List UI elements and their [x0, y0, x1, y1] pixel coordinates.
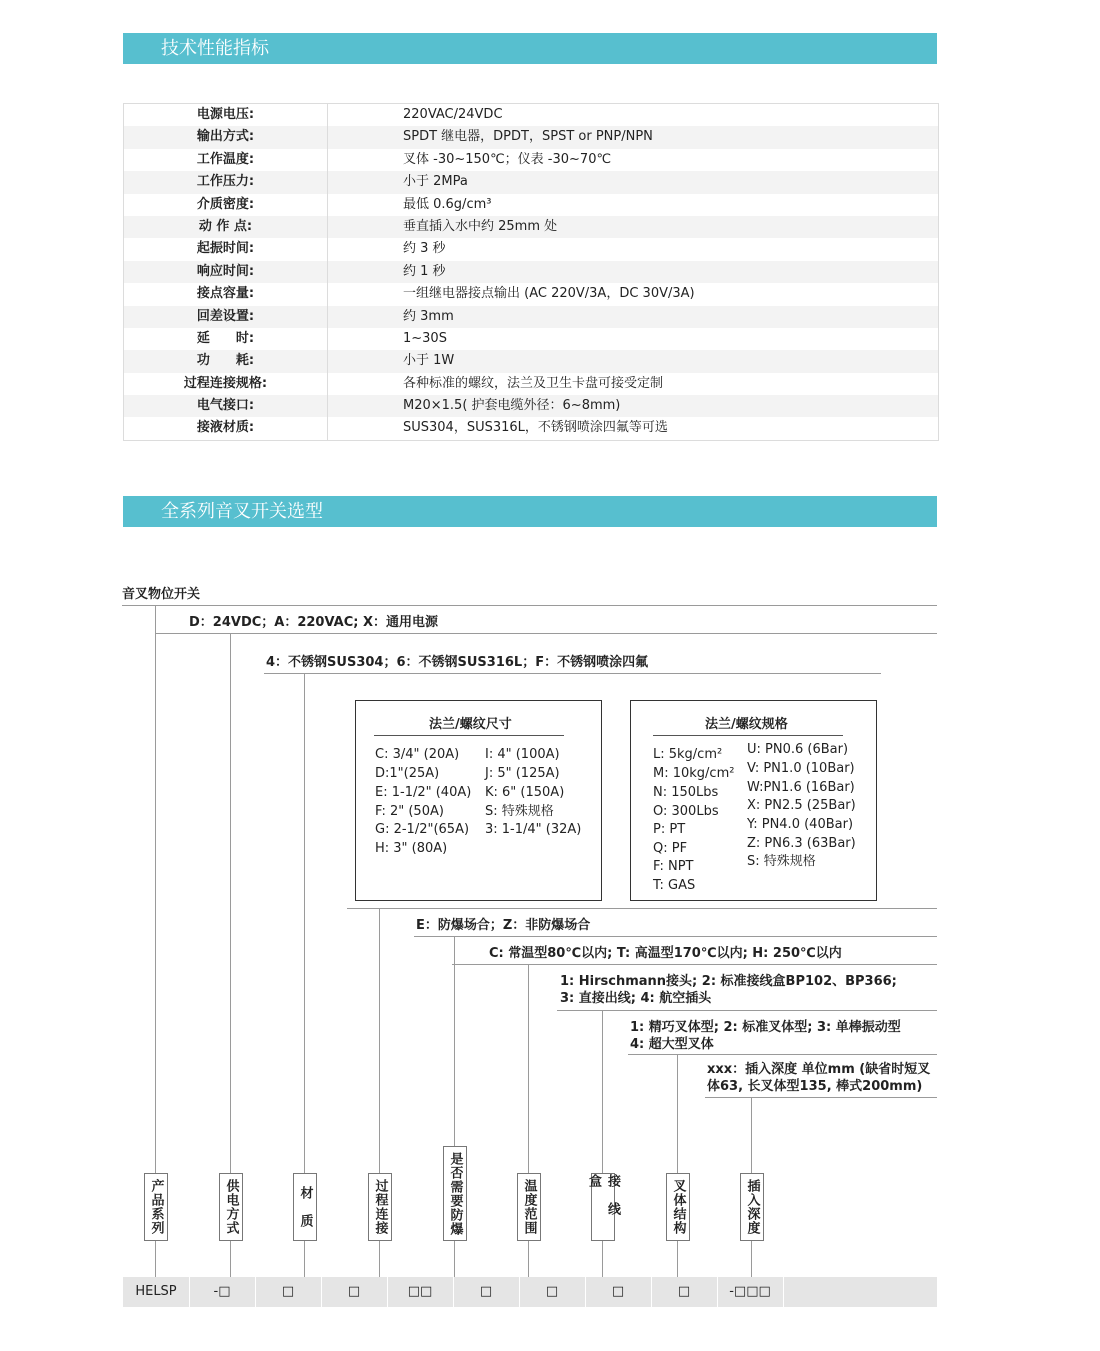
flange-spec-item: F: NPT	[653, 859, 694, 874]
code-cell: □	[585, 1277, 652, 1307]
flange-size-box	[355, 700, 602, 901]
spec-label: 接液材质:	[124, 417, 328, 439]
depth-options-2: 体63, 长叉体型135, 棒式200mm)	[707, 1079, 923, 1094]
flange-size-rule	[374, 735, 564, 736]
spec-table	[123, 103, 939, 441]
spec-value: 小于 1W	[403, 353, 455, 369]
flange-spec-item: U: PN0.6 (6Bar)	[747, 742, 849, 757]
label-junction-box: 接 线 盒	[591, 1173, 615, 1241]
label-fork-structure: 叉体结构	[666, 1173, 690, 1241]
material-rule	[264, 673, 881, 674]
spec-label: 接点容量:	[124, 283, 328, 305]
flange-size-item: K: 6" (150A)	[485, 785, 565, 800]
spec-value: 220VAC/24VDC	[403, 107, 503, 122]
code-cell: HELSP	[123, 1277, 190, 1307]
spec-label: 介质密度:	[124, 194, 328, 216]
tech-section-banner	[123, 33, 937, 64]
spec-label: 输出方式:	[124, 126, 328, 148]
flange-spec-item: X: PN2.5 (25Bar)	[747, 798, 856, 813]
flange-size-item: E: 1-1/2" (40A)	[375, 785, 472, 800]
connector-line	[155, 605, 156, 1173]
table-row	[124, 104, 938, 126]
connector-line	[602, 1241, 603, 1277]
code-cell: □	[453, 1277, 520, 1307]
flange-spec-item: T: GAS	[653, 878, 696, 893]
temp-options: C: 常温型80℃以内; T: 高温型170℃以内; H: 250℃以内	[489, 946, 842, 961]
fork-options-1: 1: 精巧叉体型; 2: 标准叉体型; 3: 单棒振动型	[630, 1020, 901, 1035]
spec-value: SUS304，SUS316L，不锈钢喷涂四氟等可选	[403, 420, 668, 436]
table-row	[124, 126, 938, 148]
spec-label: 工作温度:	[124, 149, 328, 171]
depth-options-1: xxx：插入深度 单位mm (缺省时短叉	[707, 1062, 931, 1077]
spec-value: 约 3 秒	[403, 241, 446, 257]
flange-spec-rule	[653, 735, 843, 736]
connector-line	[304, 673, 305, 1173]
junction-options-2: 3: 直接出线; 4: 航空插头	[560, 991, 712, 1006]
flange-size-item: D:1"(25A)	[375, 766, 440, 781]
connector-line	[379, 908, 380, 1173]
table-row	[124, 149, 938, 171]
connector-line	[230, 1241, 231, 1277]
label-product-series: 产品系列	[144, 1173, 168, 1241]
label-power-supply: 供电方式	[219, 1173, 243, 1241]
diagram-heading: 音叉物位开关	[122, 587, 201, 602]
flange-size-title: 法兰/螺纹尺寸	[429, 717, 512, 732]
flange-spec-item: N: 150Lbs	[653, 785, 719, 800]
connector-line	[528, 1241, 529, 1277]
spec-value: 1~30S	[403, 330, 447, 346]
explosion-rule	[414, 936, 937, 937]
flange-size-item: F: 2" (50A)	[375, 804, 444, 819]
fork-options-2: 4: 超大型叉体	[630, 1037, 714, 1052]
flange-spec-item: Z: PN6.3 (63Bar)	[747, 836, 856, 851]
flange-spec-item: P: PT	[653, 822, 686, 837]
spec-label: 起振时间:	[124, 238, 328, 260]
code-cell: □	[255, 1277, 322, 1307]
spec-value: 叉体 -30~150℃；仪表 -30~70℃	[403, 151, 612, 167]
label-material: 材 质	[293, 1173, 317, 1241]
spec-label: 电源电压:	[124, 104, 328, 126]
fork-rule	[628, 1054, 937, 1055]
flange-spec-title: 法兰/螺纹规格	[705, 717, 788, 732]
connector-line	[677, 1054, 678, 1173]
flange-spec-item: W:PN1.6 (16Bar)	[747, 780, 855, 795]
code-cell: □	[321, 1277, 388, 1307]
label-process-connection: 过程连接	[368, 1173, 392, 1241]
process-rule	[347, 908, 937, 909]
connector-line	[528, 964, 529, 1173]
table-row	[124, 350, 938, 372]
flange-spec-item: V: PN1.0 (10Bar)	[747, 761, 855, 776]
connector-line	[155, 1241, 156, 1277]
table-row	[124, 328, 938, 350]
table-row	[124, 373, 938, 395]
flange-spec-item: M: 10kg/cm²	[653, 766, 735, 781]
spec-label: 回差设置:	[124, 306, 328, 328]
spec-value: SPDT 继电器，DPDT，SPST or PNP/NPN	[403, 129, 653, 145]
connector-line	[379, 1241, 380, 1277]
connector-line	[304, 1241, 305, 1277]
spec-label: 工作压力:	[124, 171, 328, 193]
code-cell: -□	[189, 1277, 256, 1307]
spec-value: 一组继电器接点输出 (AC 220V/3A，DC 30V/3A)	[403, 286, 695, 302]
flange-size-item: 3: 1-1/4" (32A)	[485, 822, 582, 837]
table-row	[124, 216, 938, 238]
table-row	[124, 238, 938, 260]
spec-value: M20×1.5( 护套电缆外径：6~8mm)	[403, 398, 621, 414]
spec-label: 动 作 点:	[124, 216, 328, 238]
spec-label: 功 耗:	[124, 350, 328, 372]
heading-rule	[122, 605, 937, 606]
spec-value: 约 1 秒	[403, 263, 446, 279]
flange-spec-item: Y: PN4.0 (40Bar)	[747, 817, 854, 832]
table-row	[124, 261, 938, 283]
flange-spec-item: O: 300Lbs	[653, 804, 719, 819]
label-explosion-proof: 是否需要防爆	[443, 1146, 467, 1241]
connector-line	[602, 1010, 603, 1173]
flange-spec-item: Q: PF	[653, 841, 688, 856]
spec-value: 约 3mm	[403, 308, 454, 324]
select-section-title: 全系列音叉开关选型	[161, 501, 323, 522]
flange-size-item: C: 3/4" (20A)	[375, 747, 460, 762]
flange-spec-item: L: 5kg/cm²	[653, 747, 723, 762]
connector-line	[677, 1241, 678, 1277]
spec-label: 延 时:	[124, 328, 328, 350]
explosion-options: E：防爆场合；Z：非防爆场合	[416, 918, 591, 933]
connector-line	[751, 1241, 752, 1277]
connector-line	[230, 633, 231, 1173]
code-cell: -□□□	[717, 1277, 784, 1307]
flange-size-item: I: 4" (100A)	[485, 747, 560, 762]
spec-label: 响应时间:	[124, 261, 328, 283]
tech-section-title: 技术性能指标	[161, 38, 269, 59]
label-temperature-range: 温度范围	[517, 1173, 541, 1241]
flange-size-item: J: 5" (125A)	[485, 766, 560, 781]
junction-rule	[557, 1010, 937, 1011]
flange-size-item: G: 2-1/2"(65A)	[375, 822, 470, 837]
depth-rule	[705, 1097, 937, 1098]
spec-value: 最低 0.6g/cm³	[403, 196, 492, 212]
table-row	[124, 194, 938, 216]
power-options: D：24VDC；A：220VAC; X：通用电源	[189, 615, 438, 630]
model-code-row	[123, 1277, 937, 1307]
table-row	[124, 171, 938, 193]
spec-label: 过程连接规格:	[124, 373, 328, 395]
spec-value: 小于 2MPa	[403, 174, 468, 190]
temp-rule	[452, 964, 937, 965]
spec-value: 各种标准的螺纹，法兰及卫生卡盘可接受定制	[403, 375, 664, 391]
table-row	[124, 417, 938, 439]
flange-spec-box	[630, 700, 877, 901]
power-rule	[155, 633, 937, 634]
code-cell: □	[519, 1277, 586, 1307]
connector-line	[454, 1241, 455, 1277]
table-row	[124, 283, 938, 305]
table-row	[124, 306, 938, 328]
connector-line	[751, 1097, 752, 1173]
material-options: 4：不锈钢SUS304；6：不锈钢SUS316L；F：不锈钢喷涂四氟	[266, 655, 649, 670]
table-row	[124, 395, 938, 417]
label-insertion-depth: 插入深度	[740, 1173, 764, 1241]
code-cell: □	[651, 1277, 718, 1307]
code-cell: □□	[387, 1277, 454, 1307]
flange-size-item: H: 3" (80A)	[375, 841, 448, 856]
connector-line	[454, 936, 455, 1146]
junction-options-1: 1: Hirschmann接头; 2: 标准接线盒BP102、BP366;	[560, 974, 897, 989]
spec-label: 电气接口:	[124, 395, 328, 417]
spec-value: 垂直插入水中约 25mm 处	[403, 218, 558, 234]
select-section-banner	[123, 496, 937, 527]
flange-size-item: S: 特殊规格	[485, 804, 554, 819]
flange-spec-item: S: 特殊规格	[747, 854, 816, 869]
